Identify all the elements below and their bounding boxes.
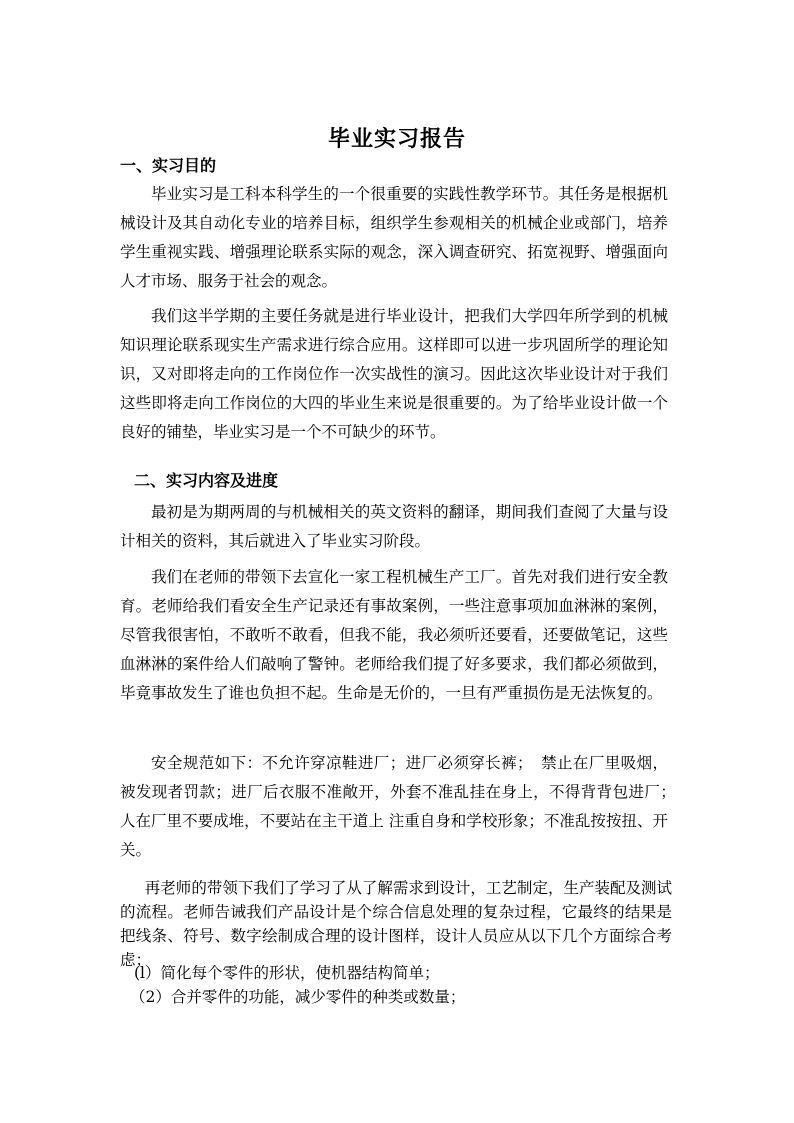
- section-heading-purpose: 一、实习目的: [120, 156, 217, 175]
- section-heading-content: 二、实习内容及进度: [134, 471, 279, 490]
- list-item: (l）简化每个零件的形状，使机器结构简单；: [134, 964, 440, 982]
- paragraph: 我们这半学期的主要任务就是进行毕业设计，把我们大学四年所学到的机械知识理论联系现实生产需求进行综合应用。这样即可以进一步巩固所学的理论知识，又对即将走向的工作岗位作一次实战性的演习。因此这次毕业设计对于我们这些即将走向工作岗位的大四的毕业生来说是很重要的。为了给毕业设计做一个良好的铺垫，毕业实习是一个不可缺少的环节。: [120, 307, 668, 441]
- paragraph: 安全规范如下：不允许穿凉鞋进厂；进厂必须穿长裤； 禁止在厂里吸烟，被发现者罚款；进厂后衣服不准敞开，外套不准乱挂在身上，不得背背包进厂； 人在厂里不要成堆，不要站在主干道上 注重自身和学校形象；不准乱按按扭、开关。: [120, 754, 684, 859]
- list-item: （2）合并零件的功能，减少零件的种类或数量；: [130, 988, 466, 1006]
- paragraph: 我们在老师的带领下去宣化一家工程机械生产工厂。首先对我们进行安全教育。老师给我们看安全生产记录还有事故案例，一些注意事项加血淋淋的案例，尽管我很害怕，不敢听不敢看，但我不能，我必须听还要看，还要做笔记，这些血淋淋的案件给人们敲响了警钟。老师给我们提了好多要求，我们都必须做到，毕竟事故发生了谁也负担不起。生命是无价的，一旦有严重损伤是无法恢复的。: [120, 568, 668, 702]
- document-title: 毕业实习报告: [327, 126, 466, 152]
- paragraph: 再老师的带领下我们了学习了从了解需求到设计，工艺制定，生产装配及测试的流程。老师告诫我们产品设计是个综合信息处理的复杂过程，它最终的结果是把线条、符号、数字绘制成合理的设计图样，设计人员应从以下几个方面综合考虑；: [120, 879, 672, 969]
- paragraph: 最初是为期两周的与机械相关的英文资料的翻译，期间我们查阅了大量与设计相关的资料，其后就进入了毕业实习阶段。: [120, 503, 668, 550]
- paragraph: 毕业实习是工科本科学生的一个很重要的实践性教学环节。其任务是根据机械设计及其自动化专业的培养目标，组织学生参观相关的机械企业或部门，培养学生重视实践、增强理论联系实际的观念，深入调查研究、拓宽视野、增强面向人才市场、服务于社会的观念。: [120, 185, 668, 290]
